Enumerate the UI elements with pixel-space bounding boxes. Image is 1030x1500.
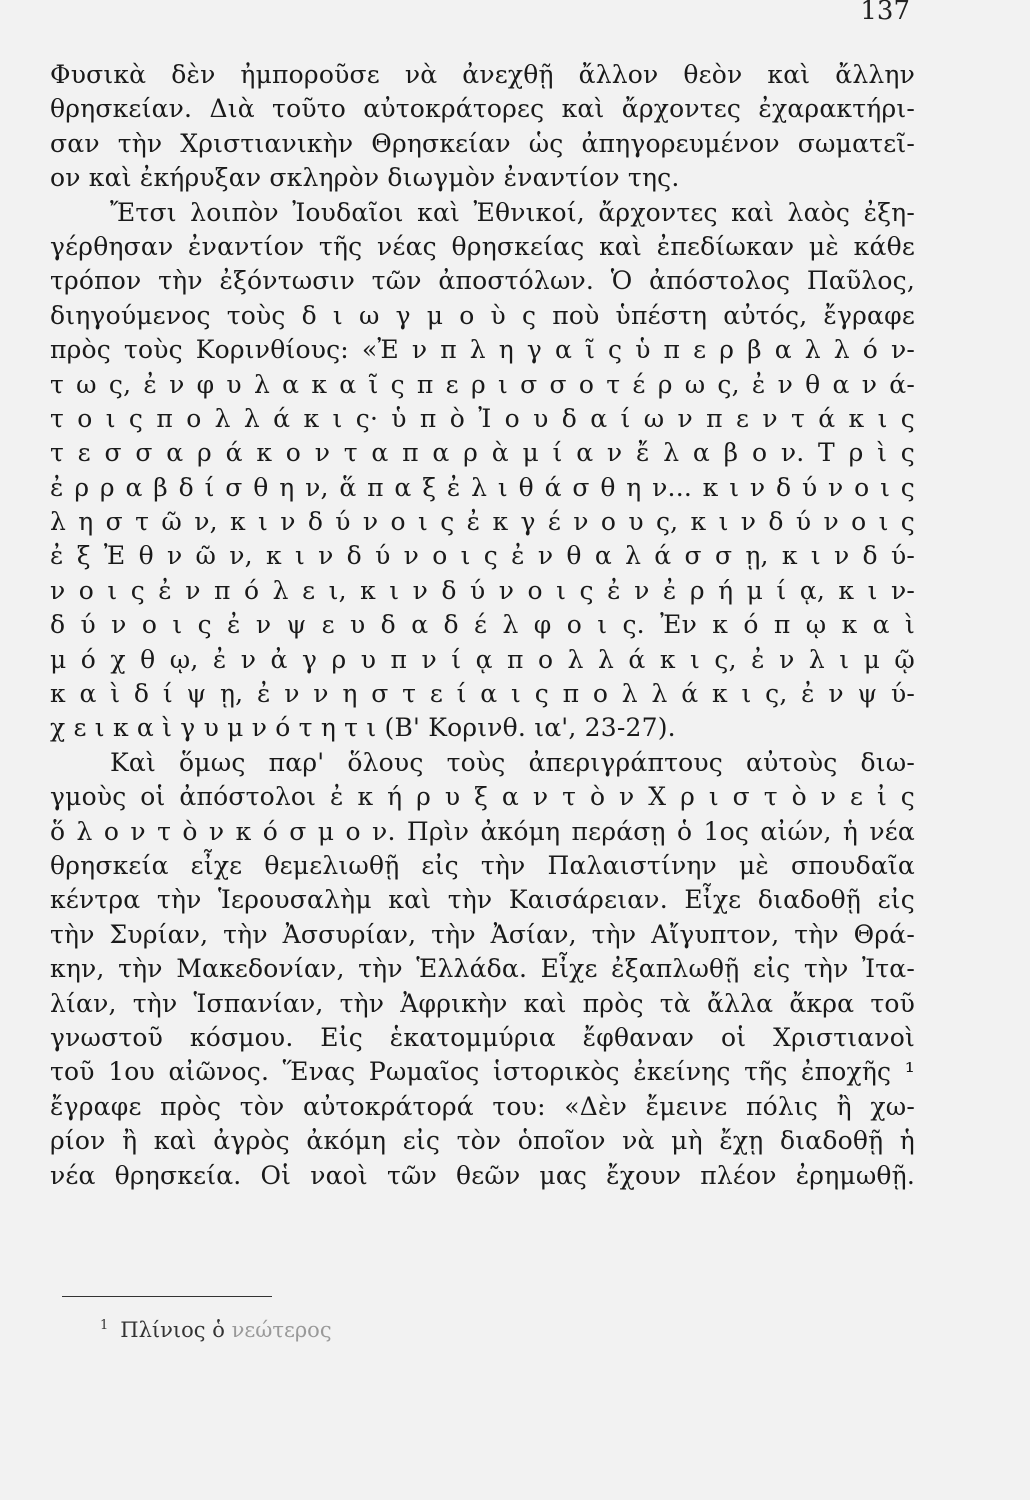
- text-line: λίαν, τὴν Ἱσπανίαν, τὴν Ἀφρικὴν καὶ πρὸς τὰ ἄλλα ἄκρα τοῦ: [50, 988, 915, 1018]
- text-line: θρησκεία εἶχε θεμελιωθῇ εἰς τὴν Παλαιστίνην μὲ σπουδαῖα: [50, 850, 915, 880]
- text-line: Καὶ ὅμως παρ' ὅλους τοὺς ἀπεριγράπτους αὐτοὺς διω-: [110, 747, 915, 777]
- text-line: κ α ὶ δ ί ψ ῃ, ἐ ν ν η σ τ ε ί α ι ς π ο λ λ ά κ ι ς, ἐ ν ψ ύ-: [50, 679, 915, 709]
- text-line: ἐ ξ Ἐ θ ν ῶ ν, κ ι ν δ ύ ν ο ι ς ἐ ν θ α λ ά σ σ ῃ, κ ι ν δ ύ-: [50, 541, 915, 571]
- text-line: ἐ ρ ρ α β δ ί σ θ η ν, ἅ π α ξ ἐ λ ι θ ά σ θ η ν... κ ι ν δ ύ ν ο ι ς: [50, 472, 915, 502]
- footnote-text-faded: νεώτερος: [231, 1318, 332, 1342]
- page-number: 137: [860, 0, 910, 26]
- text-line: ἔγραφε πρὸς τὸν αὐτοκράτορά του: «Δὲν ἔμεινε πόλις ἢ χω-: [50, 1091, 915, 1121]
- text-line: λ η σ τ ῶ ν, κ ι ν δ ύ ν ο ι ς ἐ κ γ έ ν ο υ ς, κ ι ν δ ύ ν ο ι ς: [50, 507, 915, 537]
- text-line: ον καὶ ἐκήρυξαν σκληρὸν διωγμὸν ἐναντίον της.: [50, 163, 680, 193]
- text-line: τρόπον τὴν ἐξόντωσιν τῶν ἀποστόλων. Ὁ ἀπόστολος Παῦλος,: [50, 266, 915, 296]
- text-line: γνωστοῦ κόσμου. Εἰς ἑκατομμύρια ἔφθαναν οἱ Χριστιανοὶ: [50, 1022, 915, 1052]
- text-line: τ ο ι ς π ο λ λ ά κ ι ς· ὑ π ὸ Ἰ ο υ δ α ί ω ν π ε ν τ ά κ ι ς: [50, 403, 915, 433]
- body-text: [50, 58, 915, 1193]
- text-line: σαν τὴν Χριστιανικὴν Θρησκείαν ὡς ἀπηγορευμένον σωματεῖ-: [50, 128, 915, 158]
- text-line: τ ω ς, ἐ ν φ υ λ α κ α ῖ ς π ε ρ ι σ σ ο τ έ ρ ω ς, ἐ ν θ α ν ά-: [50, 369, 915, 399]
- text-line: κέντρα τὴν Ἱερουσαλὴμ καὶ τὴν Καισάρειαν. Εἶχε διαδοθῇ εἰς: [50, 885, 915, 915]
- text-line: διηγούμενος τοὺς δ ι ω γ μ ο ὺ ς ποὺ ὑπέστη αὐτός, ἔγραφε: [50, 300, 915, 330]
- text-line: νέα θρησκεία. Οἱ ναοὶ τῶν θεῶν μας ἔχουν πλέον ἐρημωθῇ.: [50, 1160, 915, 1190]
- footnote-divider: [62, 1296, 272, 1297]
- text-line: μ ό χ θ ῳ, ἐ ν ἀ γ ρ υ π ν ί ᾳ π ο λ λ ά κ ι ς, ἐ ν λ ι μ ῷ: [50, 644, 915, 674]
- footnote-text: Πλίνιος ὁ: [120, 1318, 225, 1342]
- text-line: δ ύ ν ο ι ς ἐ ν ψ ε υ δ α δ έ λ φ ο ι ς. Ἐν κ ό π ῳ κ α ὶ: [50, 610, 915, 640]
- text-line: κην, τὴν Μακεδονίαν, τὴν Ἑλλάδα. Εἶχε ἐξαπλωθῇ εἰς τὴν Ἰτα-: [50, 954, 915, 984]
- text-line: ὅ λ ο ν τ ὸ ν κ ό σ μ ο ν. Πρὶν ἀκόμη περάσῃ ὁ 1ος αἰών, ἡ νέα: [50, 816, 915, 846]
- text-line: Ἔτσι λοιπὸν Ἰουδαῖοι καὶ Ἐθνικοί, ἄρχοντες καὶ λαὸς ἐξη-: [110, 197, 915, 227]
- text-line: πρὸς τοὺς Κορινθίους: «Ἐ ν π λ η γ α ῖ ς ὑ π ε ρ β α λ λ ό ν-: [50, 335, 915, 365]
- text-line: ν ο ι ς ἐ ν π ό λ ε ι, κ ι ν δ ύ ν ο ι ς ἐ ν ἐ ρ ή μ ί ᾳ, κ ι ν-: [50, 575, 915, 605]
- text-line: χ ε ι κ α ὶ γ υ μ ν ό τ η τ ι (Β' Κορινθ. ια', 23-27).: [50, 713, 676, 743]
- text-line: ρίον ἢ καὶ ἀγρὸς ἀκόμη εἰς τὸν ὁποῖον νὰ μὴ ἔχῃ διαδοθῇ ἡ: [50, 1126, 915, 1156]
- footnote-marker: 1: [100, 1318, 109, 1333]
- text-line: γέρθησαν ἐναντίον τῆς νέας θρησκείας καὶ ἐπεδίωκαν μὲ κάθε: [50, 231, 915, 261]
- text-line: τὴν Συρίαν, τὴν Ἀσσυρίαν, τὴν Ἀσίαν, τὴν Αἴγυπτον, τὴν Θρά-: [50, 919, 915, 949]
- text-line: τοῦ 1ου αἰῶνος. Ἕνας Ρωμαῖος ἱστορικὸς ἐκείνης τῆς ἐποχῆς ¹: [50, 1057, 915, 1087]
- text-line: τ ε σ σ α ρ ά κ ο ν τ α π α ρ ὰ μ ί α ν ἔ λ α β ο ν. Τ ρ ὶ ς: [50, 438, 915, 468]
- text-line: Φυσικὰ δὲν ἠμποροῦσε νὰ ἀνεχθῇ ἄλλον θεὸν καὶ ἄλλην: [50, 60, 915, 89]
- footnote: [100, 1318, 332, 1342]
- text-line: θρησκείαν. Διὰ τοῦτο αὐτοκράτορες καὶ ἄρχοντες ἐχαρακτήρι-: [50, 94, 915, 124]
- text-line: γμοὺς οἱ ἀπόστολοι ἐ κ ή ρ υ ξ α ν τ ὸ ν Χ ρ ι σ τ ὸ ν ε ἰ ς: [50, 782, 915, 812]
